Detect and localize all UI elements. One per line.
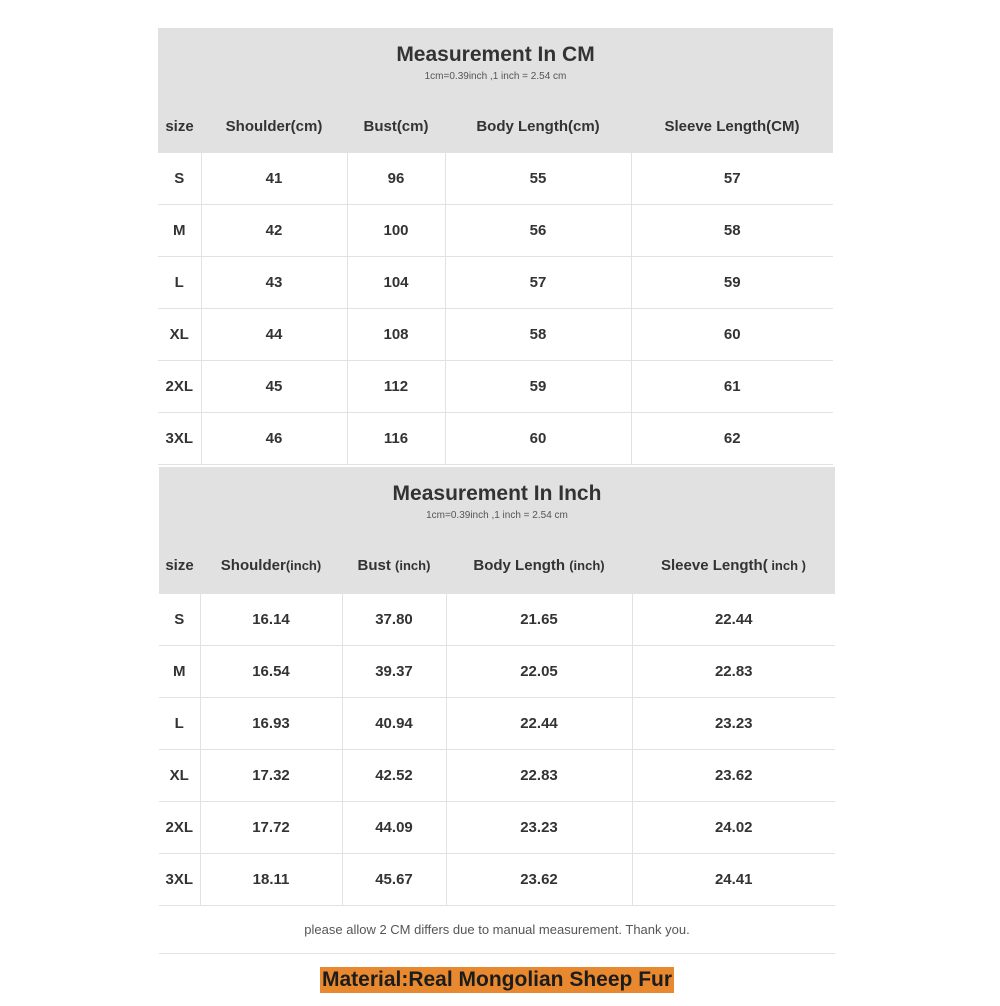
inch-cell-sleeve-length: 22.83 [632,646,835,698]
inch-cell-body-length: 22.44 [446,698,632,750]
inch-cell-bust: 42.52 [342,750,446,802]
cm-table-title: Measurement In CM [158,42,833,68]
cm-cell-sleeve-length: 59 [631,257,833,309]
inch-header-body-length: Body Length (inch) [446,538,632,594]
inch-cell-bust: 40.94 [342,698,446,750]
inch-header-bust: Bust (inch) [342,538,446,594]
inch-cell-size: S [159,594,200,646]
cm-cell-size: 3XL [158,413,201,465]
inch-cell-shoulder: 16.14 [200,594,342,646]
cm-cell-size: S [158,153,201,205]
inch-table-subtitle: 1cm=0.39inch ,1 inch = 2.54 cm [159,509,835,523]
inch-cell-body-length: 23.23 [446,802,632,854]
cm-cell-bust: 96 [347,153,445,205]
cm-header-row [158,100,833,153]
material-cell [159,954,835,1006]
table-row [159,854,835,906]
inch-size-table [159,538,835,1006]
measurement-note: please allow 2 CM differs due to manual measurement. Thank you. [159,906,835,954]
cm-cell-bust: 112 [347,361,445,413]
inch-cell-shoulder: 17.32 [200,750,342,802]
cm-title-area [158,28,833,100]
cm-cell-bust: 100 [347,205,445,257]
inch-cell-size: 3XL [159,854,200,906]
cm-cell-size: XL [158,309,201,361]
cm-cell-shoulder: 46 [201,413,347,465]
table-row [159,802,835,854]
inch-cell-bust: 45.67 [342,854,446,906]
table-row [159,698,835,750]
cm-cell-shoulder: 45 [201,361,347,413]
inch-cell-sleeve-length: 24.41 [632,854,835,906]
inch-cell-sleeve-length: 22.44 [632,594,835,646]
cm-cell-bust: 104 [347,257,445,309]
inch-table-title: Measurement In Inch [159,481,835,507]
inch-cell-size: M [159,646,200,698]
inch-cell-body-length: 22.05 [446,646,632,698]
inch-cell-bust: 39.37 [342,646,446,698]
inch-cell-body-length: 21.65 [446,594,632,646]
inch-cell-sleeve-length: 23.23 [632,698,835,750]
cm-cell-size: M [158,205,201,257]
cm-size-table [158,100,833,465]
table-row [158,257,833,309]
cm-cell-sleeve-length: 57 [631,153,833,205]
inch-cell-size: XL [159,750,200,802]
inch-cell-size: L [159,698,200,750]
table-row [159,750,835,802]
inch-cell-bust: 44.09 [342,802,446,854]
inch-header-shoulder: Shoulder(inch) [200,538,342,594]
inch-cell-shoulder: 17.72 [200,802,342,854]
cm-cell-sleeve-length: 61 [631,361,833,413]
cm-cell-sleeve-length: 58 [631,205,833,257]
cm-cell-shoulder: 43 [201,257,347,309]
cm-cell-body-length: 58 [445,309,631,361]
cm-cell-bust: 108 [347,309,445,361]
note-row [159,906,835,954]
material-row [159,954,835,1006]
inch-cell-sleeve-length: 24.02 [632,802,835,854]
cm-table-subtitle: 1cm=0.39inch ,1 inch = 2.54 cm [158,70,833,84]
cm-cell-bust: 116 [347,413,445,465]
inch-measurement-table [159,467,835,1006]
table-row [158,361,833,413]
cm-cell-body-length: 60 [445,413,631,465]
cm-header-body-length: Body Length(cm) [445,100,631,153]
cm-cell-size: L [158,257,201,309]
inch-header-sleeve-length: Sleeve Length( inch ) [632,538,835,594]
inch-cell-shoulder: 16.54 [200,646,342,698]
cm-measurement-table [158,28,833,465]
cm-cell-body-length: 59 [445,361,631,413]
inch-cell-shoulder: 18.11 [200,854,342,906]
table-row [159,646,835,698]
inch-cell-bust: 37.80 [342,594,446,646]
cm-cell-shoulder: 42 [201,205,347,257]
inch-cell-body-length: 23.62 [446,854,632,906]
cm-cell-body-length: 56 [445,205,631,257]
inch-header-size: size [159,538,200,594]
inch-title-area [159,467,835,538]
cm-cell-body-length: 55 [445,153,631,205]
cm-cell-sleeve-length: 62 [631,413,833,465]
cm-cell-shoulder: 41 [201,153,347,205]
cm-cell-sleeve-length: 60 [631,309,833,361]
inch-cell-sleeve-length: 23.62 [632,750,835,802]
cm-header-bust: Bust(cm) [347,100,445,153]
inch-header-row [159,538,835,594]
cm-header-shoulder: Shoulder(cm) [201,100,347,153]
table-row [159,594,835,646]
cm-cell-size: 2XL [158,361,201,413]
cm-cell-shoulder: 44 [201,309,347,361]
material-label: Material:Real Mongolian Sheep Fur [320,967,674,993]
cm-header-sleeve-length: Sleeve Length(CM) [631,100,833,153]
cm-cell-body-length: 57 [445,257,631,309]
table-row [158,309,833,361]
inch-cell-size: 2XL [159,802,200,854]
table-row [158,413,833,465]
table-row [158,153,833,205]
inch-cell-shoulder: 16.93 [200,698,342,750]
inch-cell-body-length: 22.83 [446,750,632,802]
table-row [158,205,833,257]
cm-header-size: size [158,100,201,153]
